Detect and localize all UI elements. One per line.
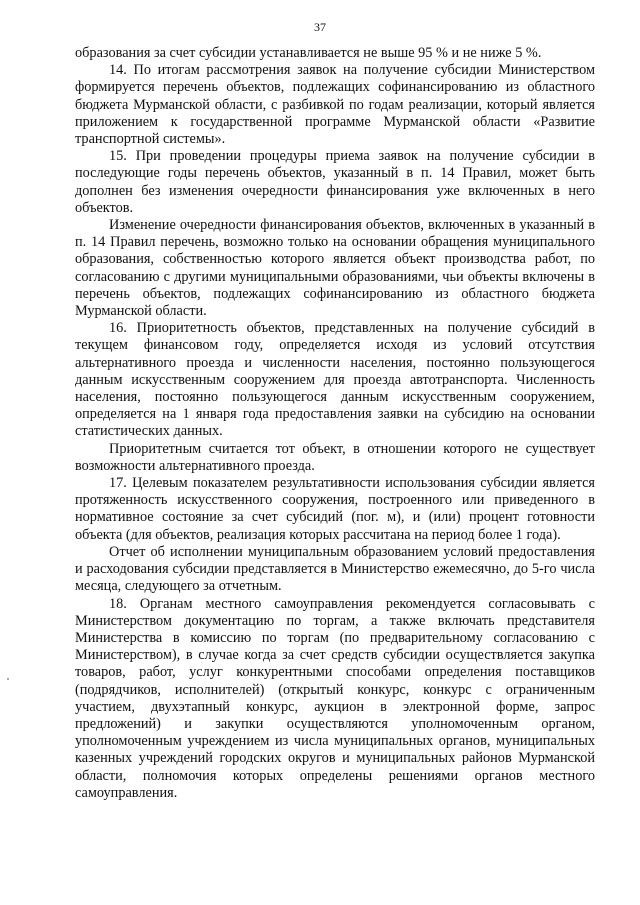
- paragraph-continuation: образования за счет субсидии устанавливается не выше 95 % и не ниже 5 %.: [75, 45, 542, 61]
- paragraph-17: 17. Целевым показателем результативности использования субсидии является протяженность искусственного сооружения, построенного или приведенного в нормативное состояние за счет субсидий (пог. м), и (или) процент готовности объекта (для объектов, реализация которых рассчитана на период более 1 года).: [75, 475, 595, 543]
- scan-speck: [7, 678, 9, 680]
- page-number: 37: [314, 20, 326, 34]
- paragraph-14: 14. По итогам рассмотрения заявок на получение субсидии Министерством формируется перечень объектов, подлежащих софинансированию из областного бюджета Мурманской области, с разбивкой по годам реализации, который является приложением к государственной программе Мурманской области «Развитие транспортной системы».: [75, 62, 595, 148]
- paragraph-16: 16. Приоритетность объектов, представленных на получение субсидий в текущем финансовом году, определяется исходя из условий отсутствия альтернативного проезда и численности населения, постоянно пользующегося данным искусственным сооружением для проезда автотранспорта. Численность населения, постоянно пользующегося данным искусственным сооружением, определяется на 1 января года предоставления заявки на субсидию на основании статистических данных.: [75, 320, 595, 440]
- paragraph-16-priority: Приоритетным считается тот объект, в отношении которого не существует возможности альтернативного проезда.: [75, 440, 595, 474]
- paragraph-15-order-change: Изменение очередности финансирования объектов, включенных в указанный в п. 14 Правил перечень, возможно только на основании обращения муниципального образования, собственностью которого является объект производства работ, по согласованию с другими муниципальными образованиями, чьи объекты включены в перечень объектов, подлежащих софинансированию из областного бюджета Мурманской области.: [75, 217, 595, 320]
- paragraph-17-report: Отчет об исполнении муниципальным образованием условий предоставления и расходования субсидии представляется в Министерство ежемесячно, до 5-го числа месяца, следующего за отчетным.: [75, 543, 595, 595]
- paragraph-15: 15. При проведении процедуры приема заявок на получение субсидии в последующие годы перечень объектов, указанный в п. 14 Правил, может быть дополнен без изменения очередности финансирования уже включенных в него объектов.: [75, 148, 595, 216]
- body-text: [75, 45, 595, 802]
- paragraph-18: 18. Органам местного самоуправления рекомендуется согласовывать с Министерством документацию по торгам, а также включать представителя Министерства в комиссию по торгам (по предварительному согласованию с Министерством), в случае когда за счет средств субсидии осуществляется закупка товаров, работ, услуг конкурентными способами определения поставщиков (подрядчиков, исполнителей) (открытый конкурс, конкурс с ограниченным участием, двухэтапный конкурс, аукцион в электронной форме, запрос предложений) и закупки осуществляются уполномоченным органом, уполномоченным учреждением из числа муниципальных органов, муниципальных казенных учреждений городских округов и муниципальных районов Мурманской области, полномочия которых определены решениями органов местного самоуправления.: [75, 595, 595, 801]
